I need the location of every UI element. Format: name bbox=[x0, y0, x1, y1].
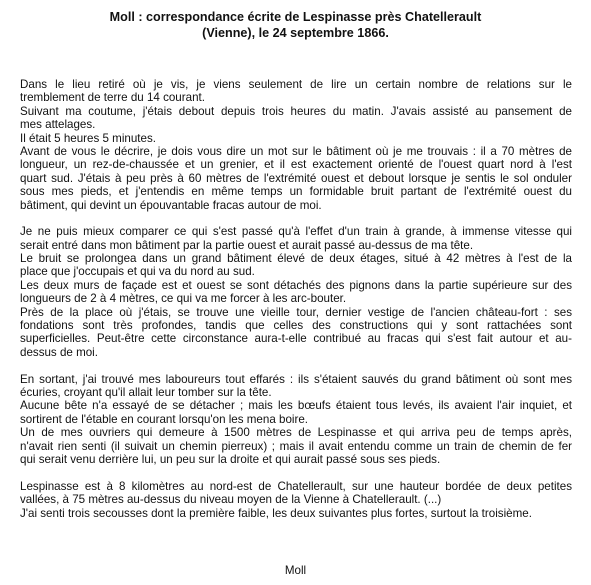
text-line: Je ne puis mieux comparer ce qui s'est passé qu'à l'effet d'un train à grande, à immense vitesse qui bbox=[20, 225, 572, 239]
text-line: Le bruit se prolongea dans un grand bâtiment élevé de deux étages, situé à 42 mètres à l'est de la bbox=[20, 252, 572, 266]
text-line: Un de mes ouvriers qui demeure à 1500 mètres de Lespinasse et qui arriva peu de temps après, bbox=[20, 426, 572, 440]
text-line: longueur, un rez-de-chaussée et un grenier, et il est exactement orienté de l'ouest quart nord à l'est bbox=[20, 158, 572, 172]
text-line: écuries, croyant qu'il allait leur tomber sur la tête. bbox=[20, 385, 272, 399]
text-line: Dans le lieu retiré où je vis, je viens seulement de lire un certain nombre de relations sur le bbox=[20, 78, 572, 91]
text-line: vallées, à 75 mètres au-dessus du niveau moyen de la Vienne à Chatellerault. (...) bbox=[20, 493, 442, 507]
text-line: qui serait venu derrière lui, un peu sur la droite et qui aurait passé sous ses pieds. bbox=[20, 452, 441, 466]
text-line: tremblement de terre du 14 courant. bbox=[20, 91, 205, 105]
text-line: Aucune bête n'a essayé de se détacher ; mais les bœufs étaient tous levés, ils avaient l'air inquiet, et bbox=[20, 399, 572, 413]
document-title bbox=[0, 9, 591, 41]
letter-body bbox=[20, 78, 572, 520]
text-line: Suivant ma coutume, j'étais debout depuis trois heures du matin. J'avais assisté au pansement de bbox=[20, 104, 572, 118]
text-line: sous mes pieds, et j'entendis en même temps un formidable bruit partant de l'extrémité ouest du bbox=[20, 185, 572, 199]
text-line: mes attelages. bbox=[20, 118, 96, 132]
paragraph-gap bbox=[20, 359, 572, 372]
paragraph-gap bbox=[20, 212, 572, 225]
title-line-1: Moll : correspondance écrite de Lespinasse près Chatellerault bbox=[109, 10, 482, 24]
text-line: Les deux murs de façade est et ouest se sont détachés des pignons dans la partie supérieure sur des bbox=[20, 278, 572, 292]
title-line-2: (Vienne), le 24 septembre 1866. bbox=[202, 26, 389, 40]
paragraph-gap bbox=[20, 466, 572, 479]
text-line: J'ai senti trois secousses dont la première faible, les deux suivantes plus fortes, surtout la troisième. bbox=[20, 506, 532, 520]
text-line: serait entré dans mon bâtiment par la partie ouest et aurait passé au-dessus de ma tête. bbox=[20, 238, 474, 252]
signature: Moll bbox=[284, 564, 307, 577]
text-line: En sortant, j'ai trouvé mes laboureurs tout effarés : ils s'étaient sauvés du grand bâtiment où sont mes bbox=[20, 372, 572, 386]
text-line: place que j'occupais et qui va du nord au sud. bbox=[20, 265, 255, 279]
text-line: longueurs de 2 à 4 mètres, ce qui va me forcer à les arc-bouter. bbox=[20, 292, 347, 306]
text-line: Il était 5 heures 5 minutes. bbox=[20, 131, 156, 145]
text-line: dessus de moi. bbox=[20, 345, 98, 359]
text-line: Lespinasse est à 8 kilomètres au nord-est de Chatellerault, sur une hauteur bordée de deux petites bbox=[20, 479, 572, 493]
text-line: sortirent de l'étable en courant lorsqu'on les mena boire. bbox=[20, 412, 308, 426]
text-line: quart sud. J'étais à peu près à 60 mètres de l'extrémité ouest et debout lorsque je sentis le sol onduler bbox=[20, 171, 572, 185]
text-line: n'avait rien senti (il suivait un chemin pierreux) ; mais il avait entendu comme un train de chemin de fer bbox=[20, 439, 572, 453]
text-line: fondations sont très profondes, tandis que celles des constructions qui y sont rattachées sont bbox=[20, 319, 572, 333]
text-line: Près de la place où j'étais, se trouve une vieille tour, dernier vestige de l'ancien château-fort : ses bbox=[20, 305, 572, 319]
text-line: bâtiment, qui devint un épouvantable fracas autour de moi. bbox=[20, 198, 322, 212]
text-line: superficielles. Peut-être cette circonstance aura-t-elle contribué au fracas qui s'est fait autour et au- bbox=[20, 332, 572, 346]
text-line: Avant de vous le décrire, je dois vous dire un mot sur le bâtiment où je me trouvais : il a 70 mètres de bbox=[20, 144, 572, 158]
